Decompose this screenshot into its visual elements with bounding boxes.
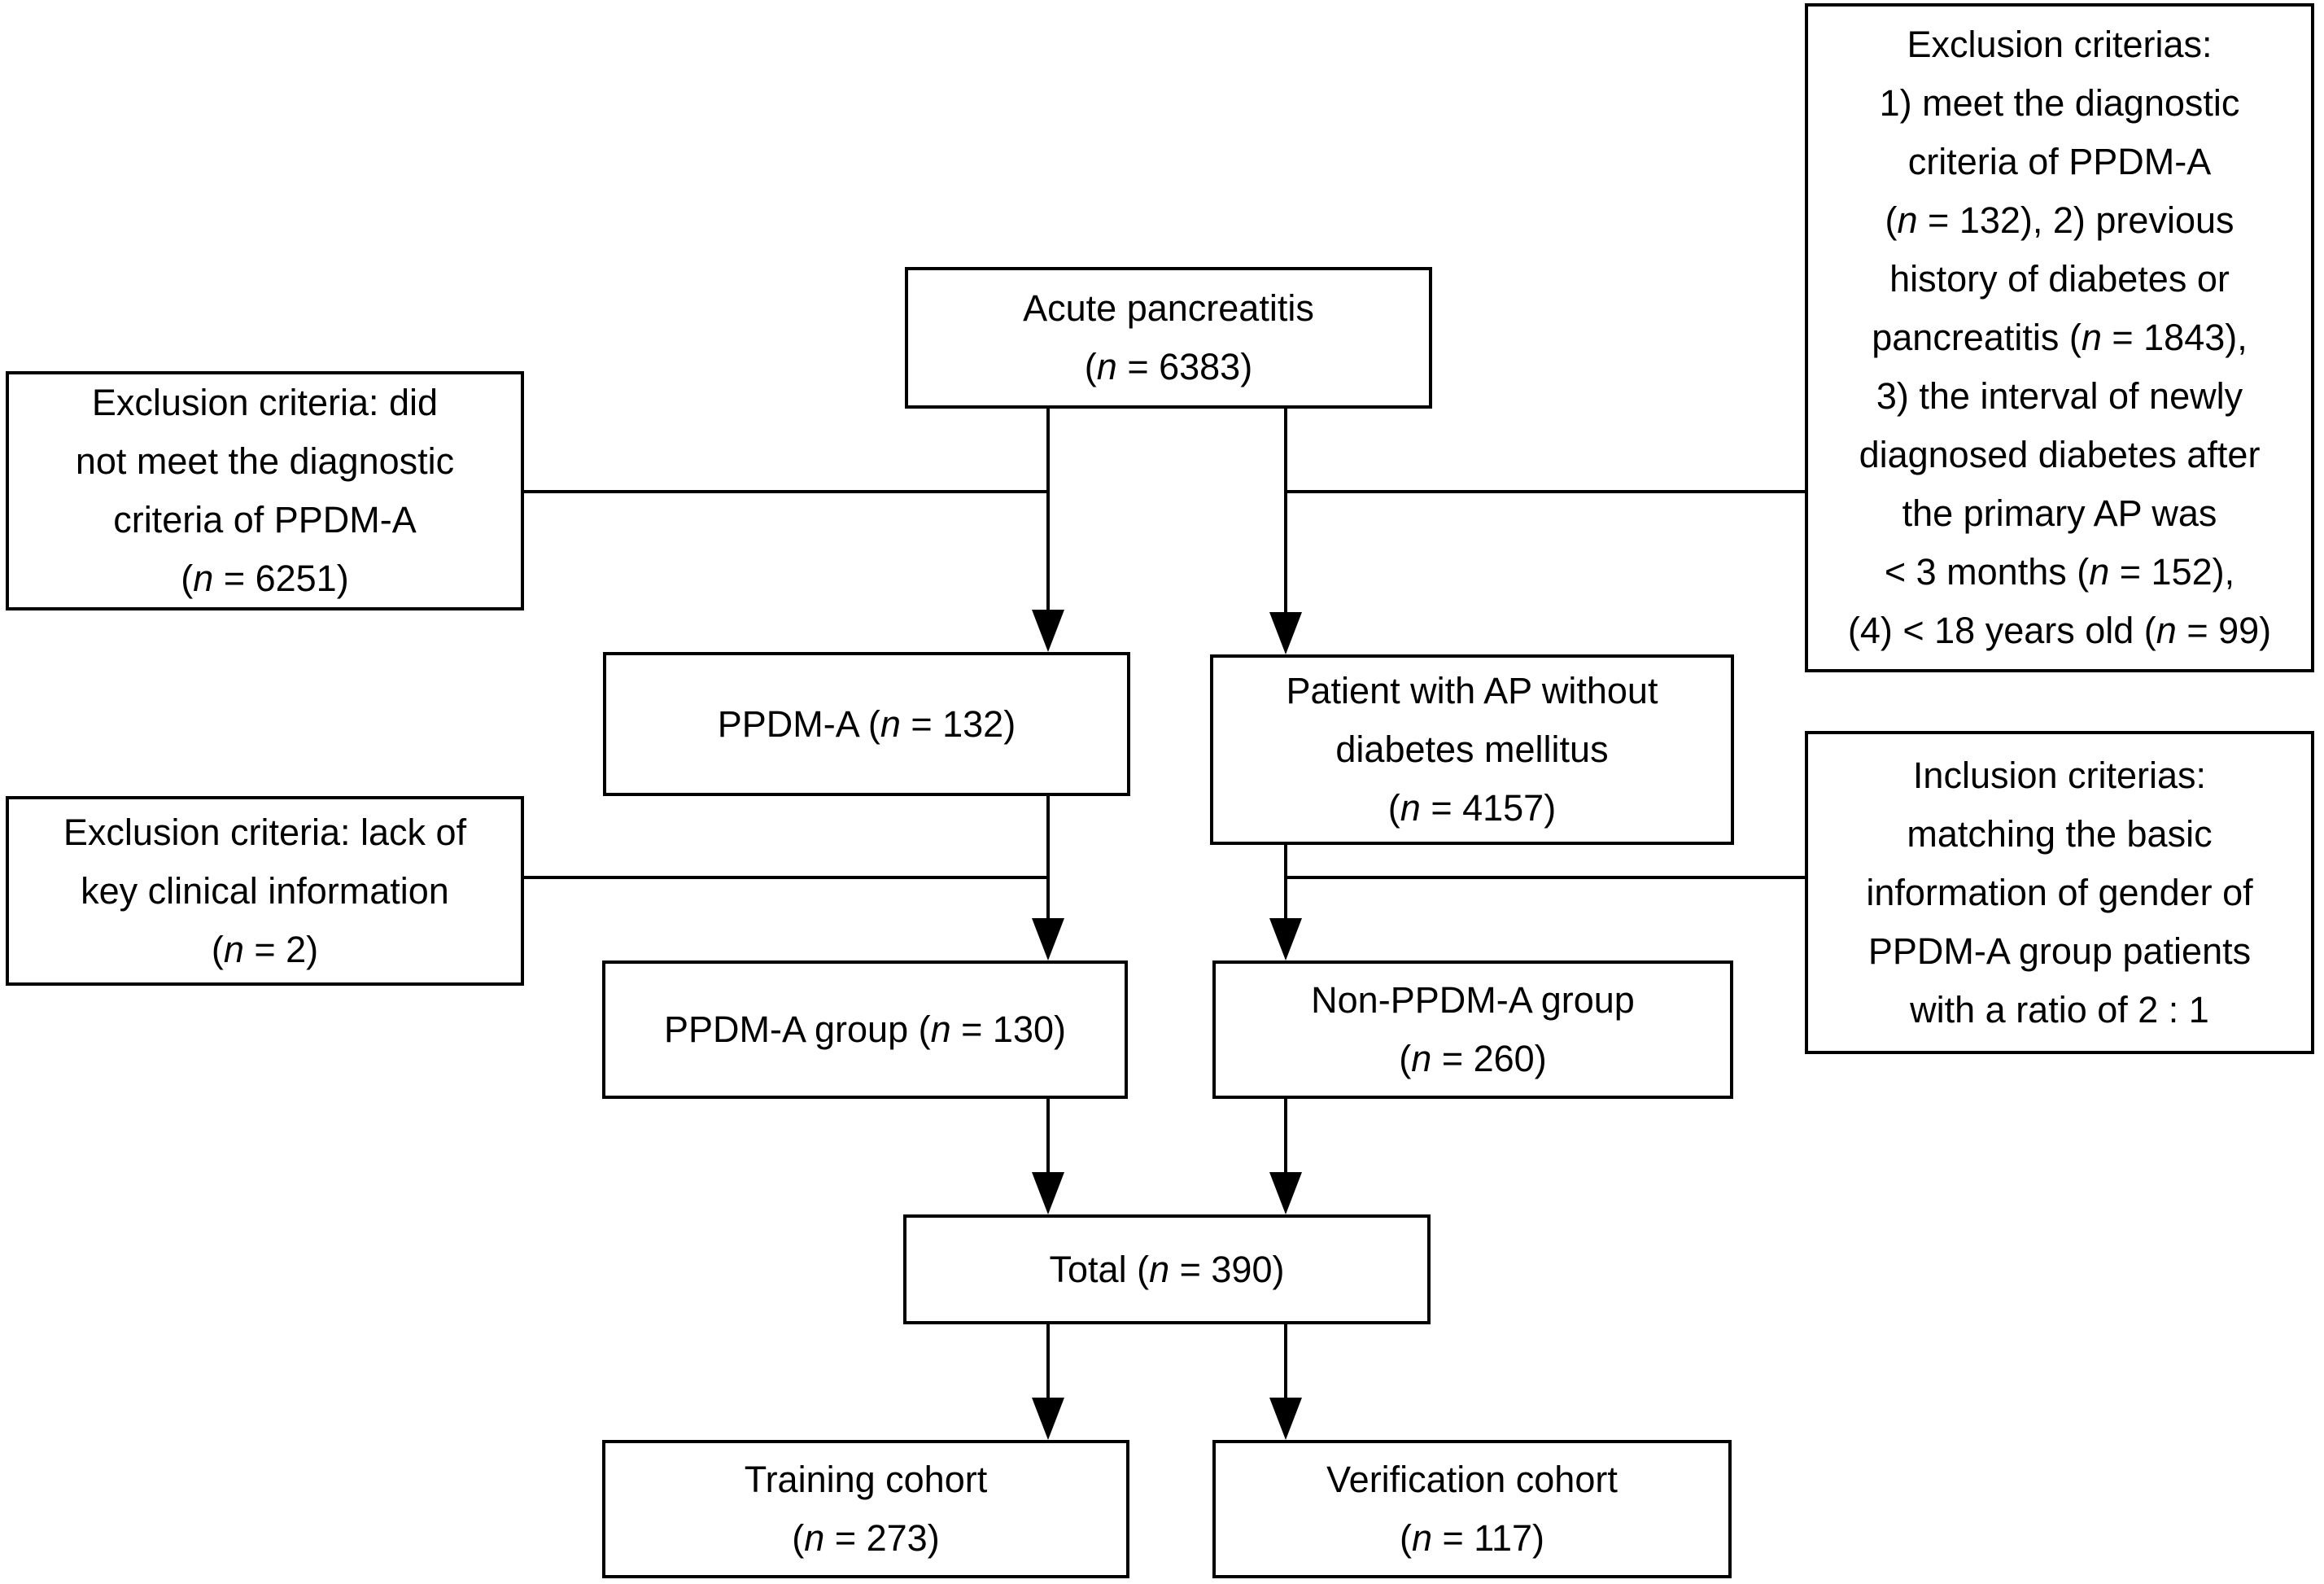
node-ppdm-a-group	[602, 960, 1128, 1099]
connector-exclusion-lack-info	[524, 876, 1050, 879]
node-training-cohort	[602, 1440, 1129, 1578]
arrowhead-non-ppdma-group-to-total	[1269, 1172, 1302, 1214]
node-ppdm-a-group-label: PPDM-A group (n = 130)	[663, 1009, 1066, 1050]
arrowhead-total-to-verification	[1269, 1398, 1302, 1440]
node-inclusion-criterias-label: Inclusion criterias: matching the basic information of gender of PPDM-A group patients with a ratio of 2 : 1	[1866, 754, 2253, 1030]
node-exclusion-lack-info-label: Exclusion criteria: lack of key clinical information (n = 2)	[63, 811, 467, 970]
node-acute-pancreatitis-label: Acute pancreatitis (n = 6383)	[1023, 287, 1314, 387]
connector-total-to-training	[1046, 1324, 1050, 1398]
node-non-ppdm-a-group-label: Non-PPDM-A group (n = 260)	[1311, 979, 1635, 1079]
node-exclusion-lack-info	[6, 796, 524, 986]
connector-inclusion-criterias	[1284, 876, 1805, 879]
node-training-cohort-label: Training cohort (n = 273)	[744, 1459, 988, 1559]
node-verification-cohort	[1212, 1440, 1732, 1578]
node-ppdm-a-label: PPDM-A (n = 132)	[717, 702, 1016, 745]
node-inclusion-criterias	[1805, 731, 2314, 1054]
node-non-ppdm-a-group	[1212, 960, 1733, 1099]
node-patient-ap-without-dm	[1210, 654, 1734, 845]
connector-ppdma-group-to-total	[1046, 1099, 1050, 1172]
arrowhead-ppdma-group-to-total	[1032, 1172, 1064, 1214]
node-exclusion-criterias-label: Exclusion criterias: 1) meet the diagnostic criteria of PPDM-A (n = 132), 2) previous history of diabetes or pancreatitis (n = 1843), 3) the interval of newly diagnosed diabetes after the primary AP was < 3 months (n = 152), (4) < 18 years old (n = 99)	[1847, 24, 2272, 651]
arrowhead-acute-to-ppdma	[1032, 610, 1064, 652]
connector-acute-to-patient	[1284, 409, 1287, 612]
node-verification-cohort-label: Verification cohort (n = 117)	[1326, 1459, 1618, 1559]
node-total	[903, 1214, 1431, 1324]
connector-exclusion-not-meet	[524, 490, 1050, 493]
node-patient-ap-without-dm-label: Patient with AP without diabetes mellitus (n = 4157)	[1286, 670, 1658, 829]
node-exclusion-not-meet-label: Exclusion criteria: did not meet the diagnostic criteria of PPDM-A (n = 6251)	[75, 382, 455, 599]
arrowhead-ppdma-to-ppdma-group	[1032, 918, 1064, 960]
connector-exclusion-criterias	[1284, 490, 1805, 493]
arrowhead-patient-to-non-ppdma-group	[1269, 918, 1302, 960]
arrowhead-acute-to-patient	[1269, 612, 1302, 654]
connector-ppdma-to-ppdma-group	[1046, 796, 1050, 918]
connector-patient-to-non-ppdma-group	[1284, 845, 1287, 918]
connector-non-ppdma-group-to-total	[1284, 1099, 1287, 1172]
node-acute-pancreatitis	[905, 267, 1432, 409]
connector-total-to-verification	[1284, 1324, 1287, 1398]
connector-acute-to-ppdma	[1046, 409, 1050, 610]
node-total-label: Total (n = 390)	[1049, 1248, 1285, 1290]
node-ppdm-a	[603, 652, 1130, 796]
arrowhead-total-to-training	[1032, 1398, 1064, 1440]
node-exclusion-not-meet	[6, 371, 524, 610]
node-exclusion-criterias	[1805, 3, 2314, 672]
